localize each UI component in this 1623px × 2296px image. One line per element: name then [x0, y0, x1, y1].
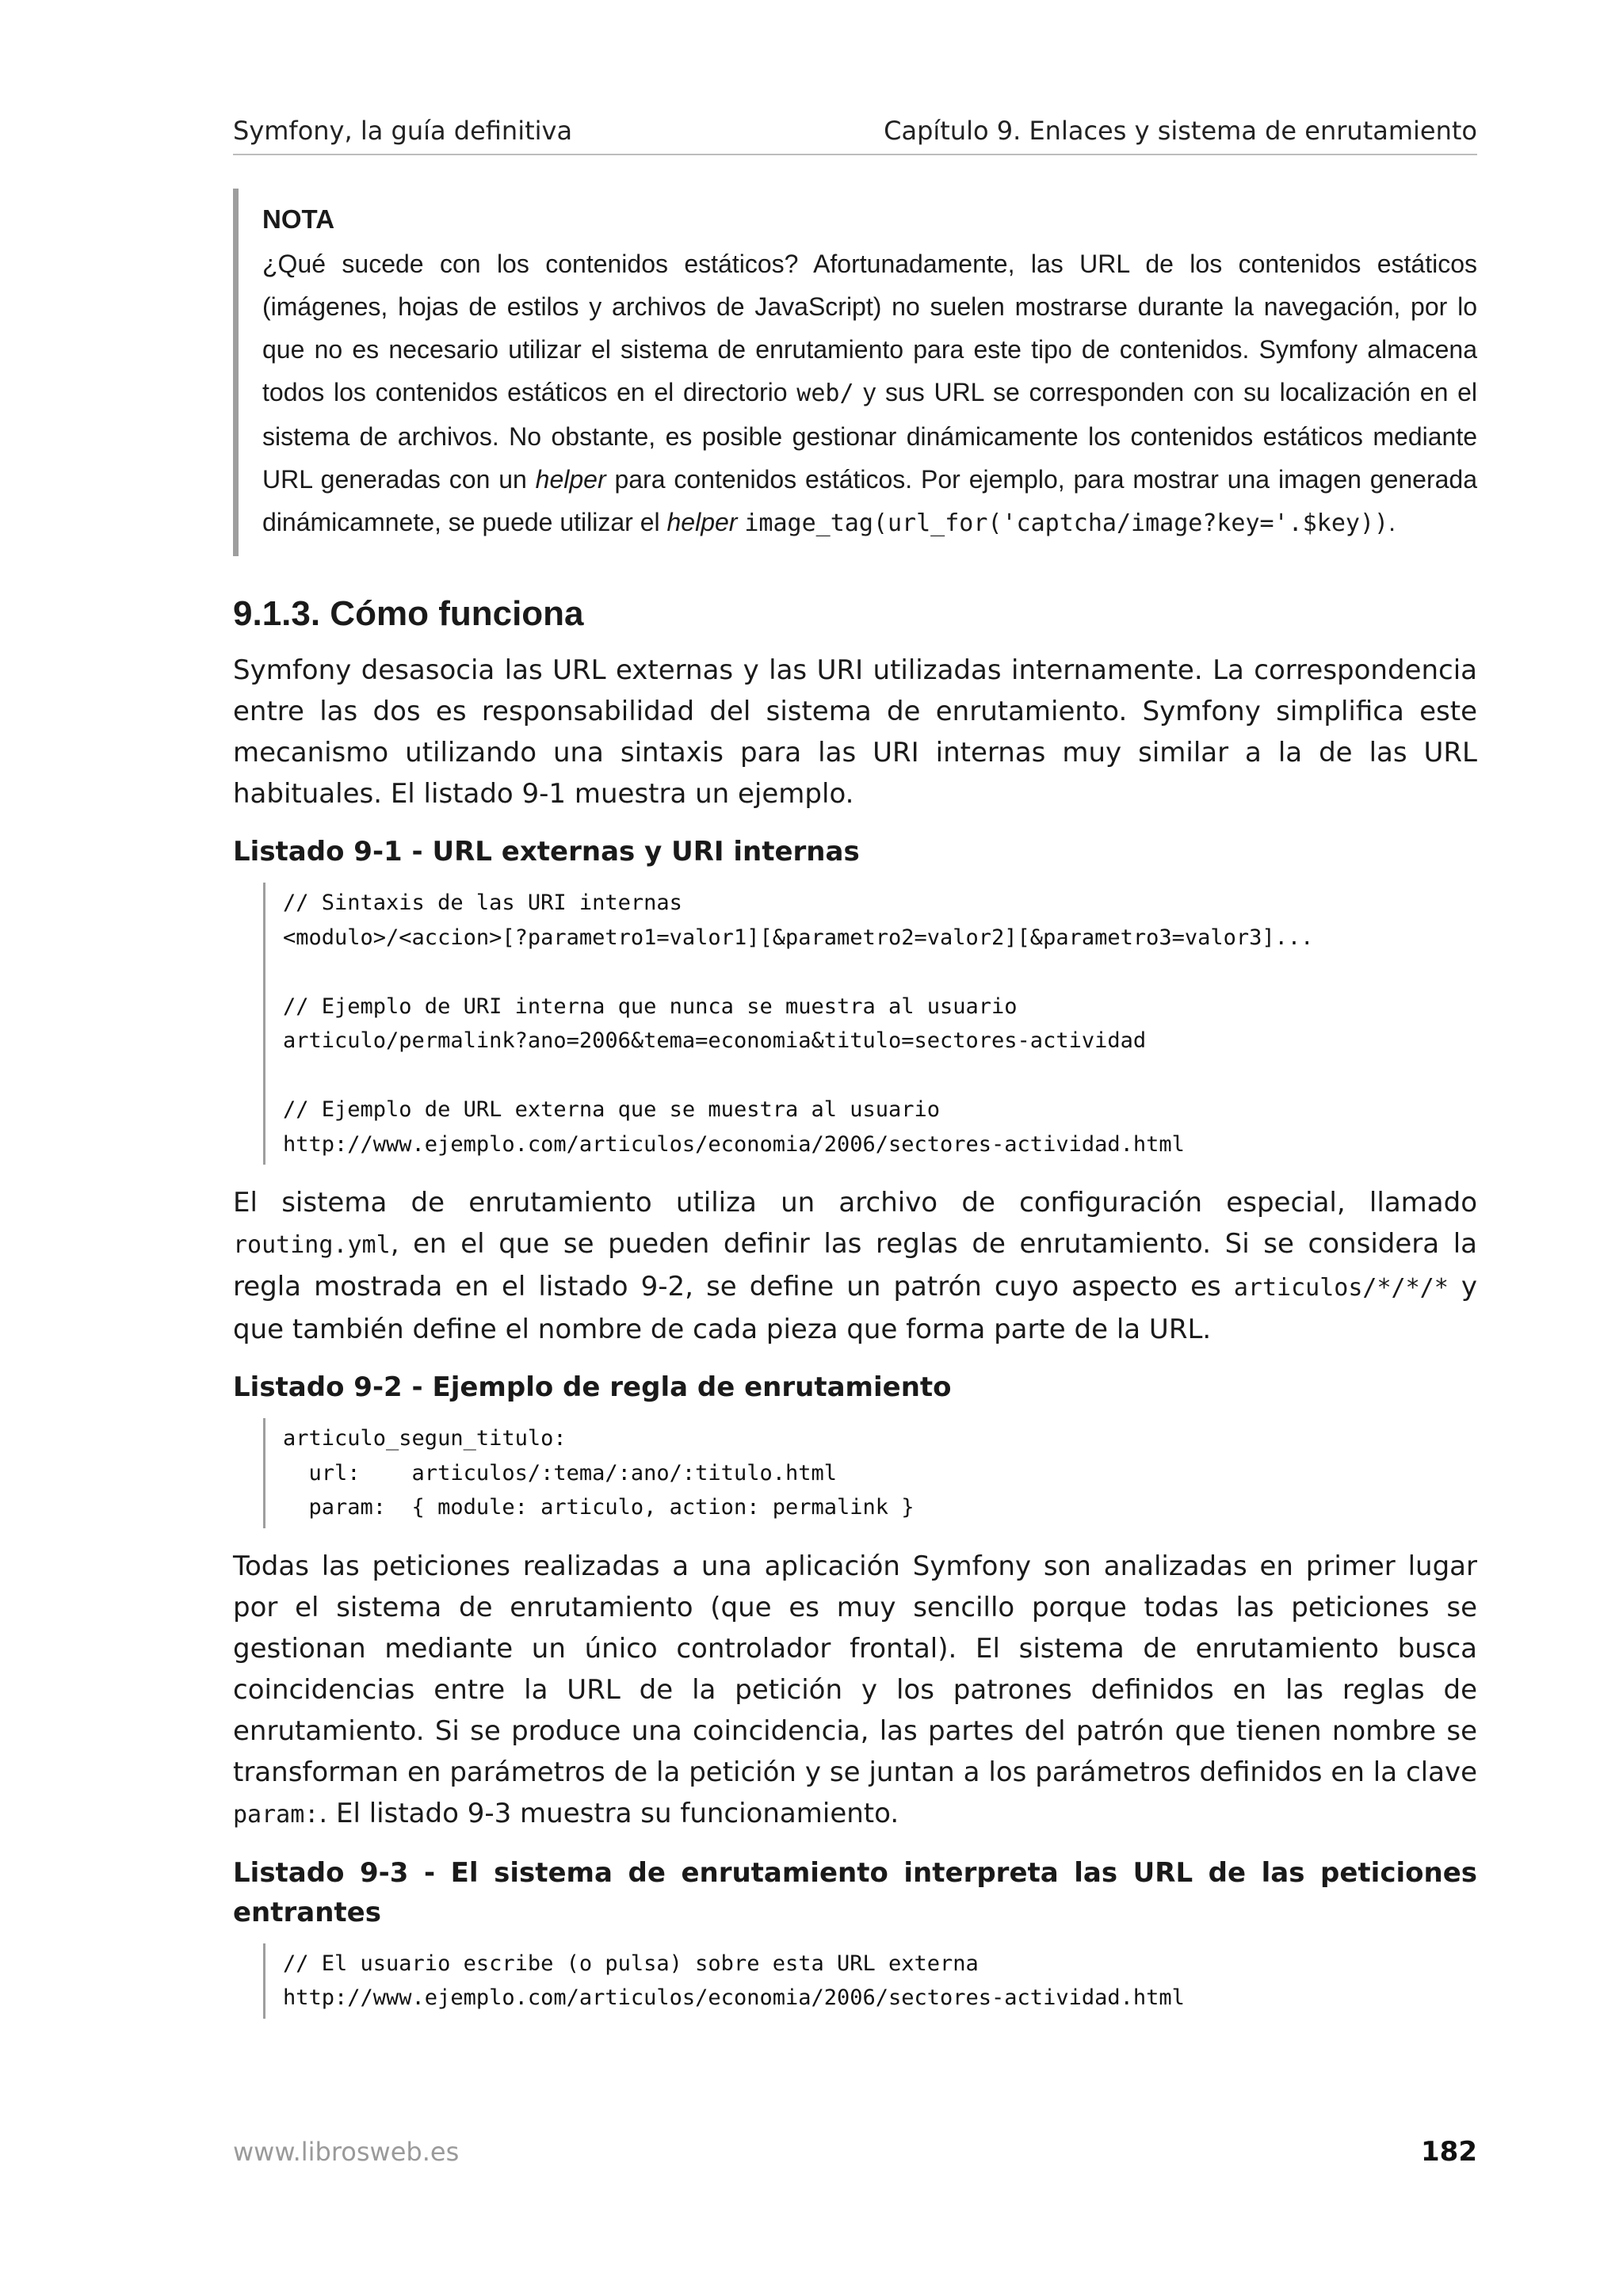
- section-heading: 9.1.3. Cómo funciona: [233, 594, 584, 633]
- note-text-3: para contenidos estáticos. Por ejemplo, para mostrar una imagen generada dinámicamnete, se puede utilizar el: [262, 465, 1478, 536]
- book-title: Symfony, la guía definitiva: [233, 116, 573, 146]
- paragraph-1: Symfony desasocia las URL externas y las URI utilizadas internamente. La correspondencia entre las dos es responsabilidad del sistema de enrutamiento. Symfony simplifica este mecanismo utilizando una sintaxis para las URI internas muy similar a la de las URL habituales. El listado 9-1 muestra un ejemplo.: [233, 654, 1477, 810]
- listing-3-title: Listado 9-3 - El sistema de enrutamiento interpreta las URL de las peticiones entrantes: [233, 1856, 1477, 1928]
- listing-2-code: articulo_segun_titulo: url: articulos/:tema/:ano/:titulo.html param: { module: articulo, action: permalink }: [263, 1418, 1477, 1528]
- listing-1-code: // Sintaxis de las URI internas <modulo>/<accion>[?parametro1=valor1][&parametro2=valor2][&parametro3=valor3]... // Ejemplo de URI interna que nunca se muestra al usuario articulo/permalink?ano=2006&tema=economia&titulo=sectores-actividad // Ejemplo de URL externa que se muestra al usuario http://www.ejemplo.com/articulos/economia/2006/sectores-actividad.html: [263, 883, 1477, 1165]
- paragraph-3-text-1: Todas las peticiones realizadas a una aplicación Symfony son analizadas en primer lugar por el sistema de enrutamiento (que es muy sencillo porque todas las peticiones se gestionan mediante un único controlador frontal). El sistema de enrutamiento busca coincidencias entre la URL de la petición y los patrones definidos en las reglas de enrutamiento. Si se produce una coincidencia, las partes del patrón que tienen nombre se transforman en parámetros de la petición y se juntan a los parámetros definidos en la clave: [233, 1550, 1477, 1788]
- note-text-5: .: [1388, 508, 1396, 536]
- note-text-4: [737, 508, 744, 536]
- page-footer: [233, 2136, 1477, 2168]
- page-header: [233, 116, 1477, 155]
- note-code-1: web/: [796, 379, 854, 407]
- page-number: 182: [1421, 2136, 1477, 2168]
- note-em-1: helper: [535, 465, 606, 494]
- footer-site-link[interactable]: www.librosweb.es: [233, 2137, 460, 2167]
- note-em-2: helper: [666, 508, 738, 536]
- note-text: [262, 242, 1477, 545]
- paragraph-3-code-1: param:: [233, 1800, 319, 1829]
- note-text-2: y sus URL se corresponden con su localización en el sistema de archivos. No obstante, es posible gestionar dinámicamente los contenidos estáticos mediante URL generadas con un: [262, 378, 1478, 494]
- paragraph-2-text-2: , en el que se pueden definir las reglas de enrutamiento. Si se considera la regla mostrada en el listado 9-2, se define un patrón cuyo aspecto es: [233, 1228, 1477, 1302]
- listing-1-title: Listado 9-1 - URL externas y URI internas: [233, 836, 860, 868]
- paragraph-3-text-2: . El listado 9-3 muestra su funcionamiento.: [319, 1797, 899, 1829]
- paragraph-2-code-1: routing.yml: [233, 1231, 391, 1259]
- note-code-2: image_tag(url_for('captcha/image?key='.$key)): [744, 509, 1389, 537]
- paragraph-2-text-3: y que también define el nombre de cada pieza que forma parte de la URL.: [233, 1271, 1477, 1345]
- note-title: NOTA: [262, 204, 335, 234]
- paragraph-2-text-1: El sistema de enrutamiento utiliza un archivo de configuración especial, llamado: [233, 1187, 1477, 1219]
- listing-2-title: Listado 9-2 - Ejemplo de regla de enrutamiento: [233, 1371, 952, 1403]
- chapter-title: Capítulo 9. Enlaces y sistema de enrutamiento: [884, 116, 1477, 146]
- paragraph-2: [233, 1182, 1477, 1350]
- listing-3-code: // El usuario escribe (o pulsa) sobre esta URL externa http://www.ejemplo.com/articulos/economia/2006/sectores-actividad.html: [263, 1943, 1477, 2019]
- paragraph-2-code-2: articulos/*/*/*: [1233, 1274, 1449, 1302]
- paragraph-3: [233, 1546, 1477, 1836]
- page-content: [233, 189, 1477, 2036]
- note-box: [233, 189, 1477, 556]
- note-text-1: ¿Qué sucede con los contenidos estáticos? Afortunadamente, las URL de los contenidos estáticos (imágenes, hojas de estilos y archivos de JavaScript) no suelen mostrarse durante la navegación, por lo que no es necesario utilizar el sistema de enrutamiento para este tipo de contenidos. Symfony almacena todos los contenidos estáticos en el directorio: [262, 250, 1477, 406]
